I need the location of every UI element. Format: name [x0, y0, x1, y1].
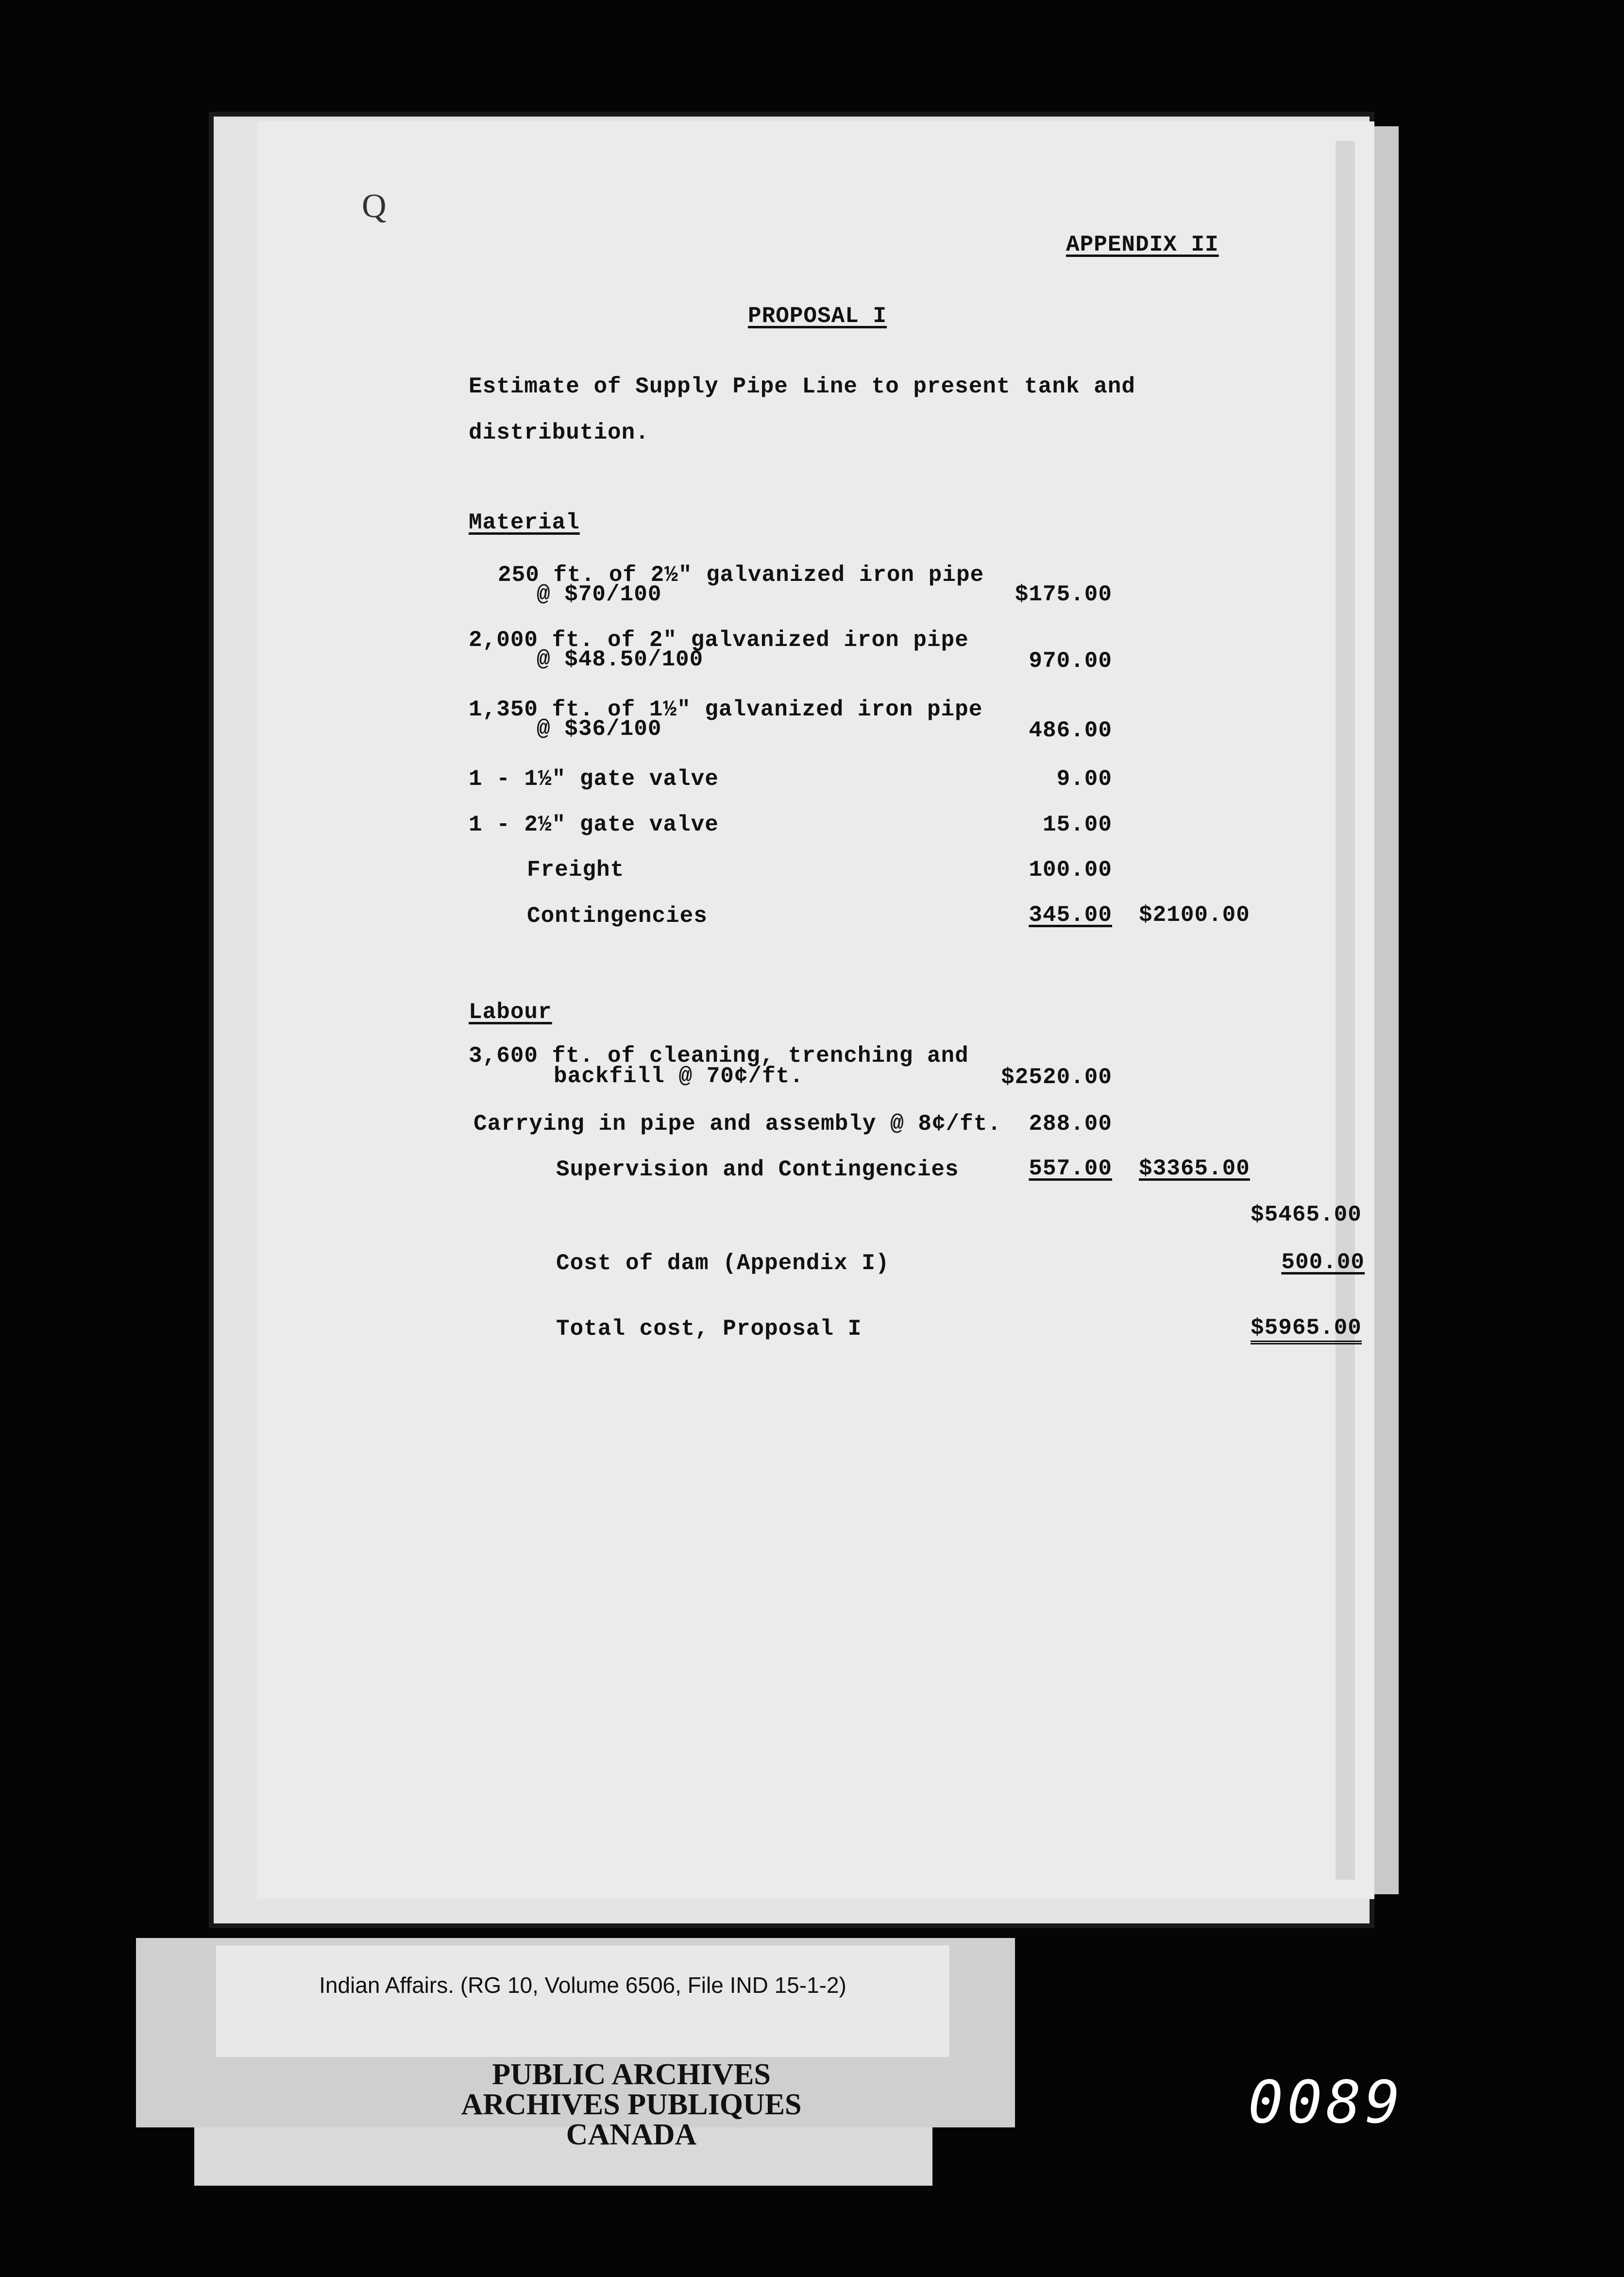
- corner-mark: Q: [362, 187, 387, 225]
- material-item-7-amount: 345.00: [1029, 902, 1112, 928]
- archive-line-2: ARCHIVES PUBLIQUES: [461, 2088, 802, 2121]
- archive-line-3: CANADA: [566, 2118, 697, 2151]
- material-item-6-desc: Freight: [527, 857, 625, 883]
- material-item-1-desc: 250 ft. of 2½" galvanized iron pipe: [498, 562, 984, 588]
- labour-item-2-desc: Carrying in pipe and assembly @ 8¢/ft.: [474, 1111, 1001, 1137]
- dam-label: Cost of dam (Appendix I): [556, 1251, 890, 1276]
- total-label: Total cost, Proposal I: [556, 1316, 862, 1342]
- material-item-5-amount: 15.00: [1042, 812, 1112, 837]
- labour-item-3-amount: 557.00: [1029, 1156, 1112, 1181]
- labour-item-1-desc: 3,600 ft. of cleaning, trenching and: [469, 1043, 969, 1069]
- proposal-heading: PROPOSAL I: [748, 304, 887, 329]
- material-item-3-amount: 486.00: [1029, 718, 1112, 743]
- material-item-3-rate: @ $36/100: [537, 716, 662, 742]
- archive-reference: Indian Affairs. (RG 10, Volume 6506, File IND 15-1-2): [319, 1972, 846, 1998]
- material-heading: Material: [469, 510, 580, 535]
- dam-amount: 500.00: [1281, 1250, 1365, 1275]
- archive-line-1: PUBLIC ARCHIVES: [492, 2058, 771, 2091]
- material-item-6-amount: 100.00: [1029, 857, 1112, 883]
- material-item-4-amount: 9.00: [1056, 766, 1112, 792]
- labour-item-1-amount: $2520.00: [1001, 1065, 1112, 1090]
- frame-number: 0089: [1248, 2069, 1404, 2137]
- archive-reference-strip: [216, 1945, 949, 2057]
- appendix-heading: APPENDIX II: [1066, 232, 1219, 257]
- material-total: $2100.00: [1139, 902, 1250, 928]
- material-item-1-rate: @ $70/100: [537, 582, 662, 607]
- total-amount: $5965.00: [1251, 1315, 1362, 1344]
- material-item-5-desc: 1 - 2½" gate valve: [469, 812, 719, 837]
- intro-line-1: Estimate of Supply Pipe Line to present tank and: [469, 374, 1136, 399]
- material-item-3-desc: 1,350 ft. of 1½" galvanized iron pipe: [469, 697, 983, 722]
- material-item-2-rate: @ $48.50/100: [537, 647, 704, 672]
- labour-item-3-desc: Supervision and Contingencies: [556, 1157, 959, 1182]
- material-item-2-desc: 2,000 ft. of 2" galvanized iron pipe: [469, 628, 969, 653]
- material-item-7-desc: Contingencies: [527, 903, 708, 929]
- page-edge: [1336, 141, 1355, 1880]
- material-item-1-amount: $175.00: [1015, 582, 1112, 607]
- subtotal: $5465.00: [1251, 1202, 1362, 1227]
- labour-total: $3365.00: [1139, 1156, 1250, 1181]
- material-item-4-desc: 1 - 1½" gate valve: [469, 766, 719, 792]
- labour-item-2-amount: 288.00: [1029, 1111, 1112, 1137]
- material-item-2-amount: 970.00: [1029, 648, 1112, 674]
- labour-heading: Labour: [469, 1000, 552, 1025]
- labour-item-1-rate: backfill @ 70¢/ft.: [554, 1064, 804, 1089]
- intro-line-2: distribution.: [469, 420, 649, 445]
